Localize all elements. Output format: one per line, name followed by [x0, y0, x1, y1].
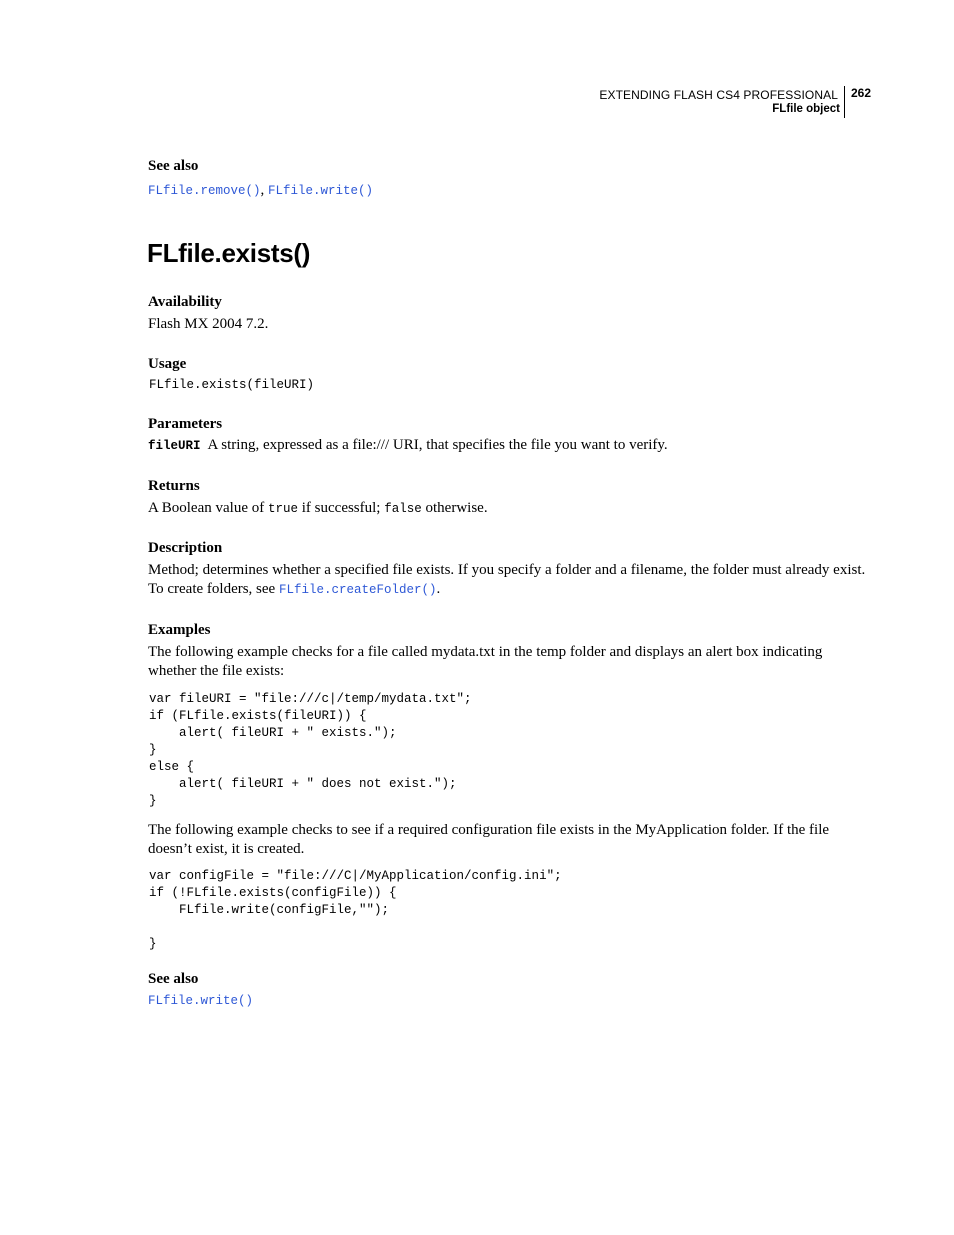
- example1-intro-line-1: The following example checks for a file called mydata.txt in the temp folder and displays an alert box indicating: [148, 644, 823, 660]
- example2-intro-line-1: The following example checks to see if a required configuration file exists in the MyApplication folder. If the file: [148, 822, 830, 838]
- header-divider: [844, 86, 845, 118]
- example2-code-block: var configFile = "file:///C|/MyApplication/config.ini"; if (!FLfile.exists(configFile)) { FLfile.write(configFile,""); }: [149, 869, 562, 951]
- code-true: true: [267, 502, 298, 516]
- availability-text: Flash MX 2004 7.2.: [148, 316, 269, 332]
- description-line-1: Method; determines whether a specified file exists. If you specify a folder and a filename, the folder must already exist.: [148, 562, 866, 578]
- usage-heading: Usage: [148, 356, 187, 372]
- returns-text: [148, 499, 488, 517]
- link-flfile-write[interactable]: FLfile.write(): [268, 184, 374, 198]
- returns-text-mid: if successful;: [298, 500, 385, 516]
- see-also-bottom-heading: See also: [148, 971, 199, 987]
- parameter-entry: [148, 436, 668, 454]
- link-flfile-write-bottom[interactable]: FLfile.write(): [148, 994, 254, 1008]
- link-separator: ,: [260, 182, 269, 198]
- code-false: false: [384, 502, 422, 516]
- link-flfile-remove[interactable]: FLfile.remove(): [148, 184, 261, 198]
- see-also-heading: See also: [148, 158, 199, 174]
- description-line2-text: To create folders, see: [148, 581, 279, 597]
- example1-code-block: var fileURI = "file:///c|/temp/mydata.txt"; if (FLfile.exists(fileURI)) { alert( fileURI + " exists."); } else { alert( fileURI + " does not exist."); }: [149, 692, 472, 808]
- link-flfile-createfolder[interactable]: FLfile.createFolder(): [278, 583, 437, 597]
- param-description: A string, expressed as a file:/// URI, that specifies the file you want to verify.: [207, 437, 668, 453]
- parameters-heading: Parameters: [148, 416, 223, 432]
- example1-intro-line-2: whether the file exists:: [148, 663, 285, 679]
- availability-heading: Availability: [148, 294, 222, 310]
- returns-text-before: A Boolean value of: [148, 500, 268, 516]
- examples-heading: Examples: [148, 622, 211, 638]
- returns-text-after: otherwise.: [421, 500, 488, 516]
- page-number: 262: [851, 86, 872, 100]
- param-name: fileURI: [148, 439, 201, 453]
- description-line2-period: .: [436, 581, 441, 597]
- running-header-section: FLfile object: [772, 103, 840, 115]
- running-header-title: EXTENDING FLASH CS4 PROFESSIONAL: [599, 88, 838, 102]
- usage-code: FLfile.exists(fileURI): [149, 378, 315, 392]
- example2-intro-line-2: doesn’t exist, it is created.: [148, 841, 305, 857]
- see-also-links: [148, 181, 373, 199]
- description-line-2: [148, 580, 440, 598]
- returns-heading: Returns: [148, 478, 200, 494]
- description-heading: Description: [148, 540, 223, 556]
- page-title: FLfile.exists(): [147, 238, 311, 268]
